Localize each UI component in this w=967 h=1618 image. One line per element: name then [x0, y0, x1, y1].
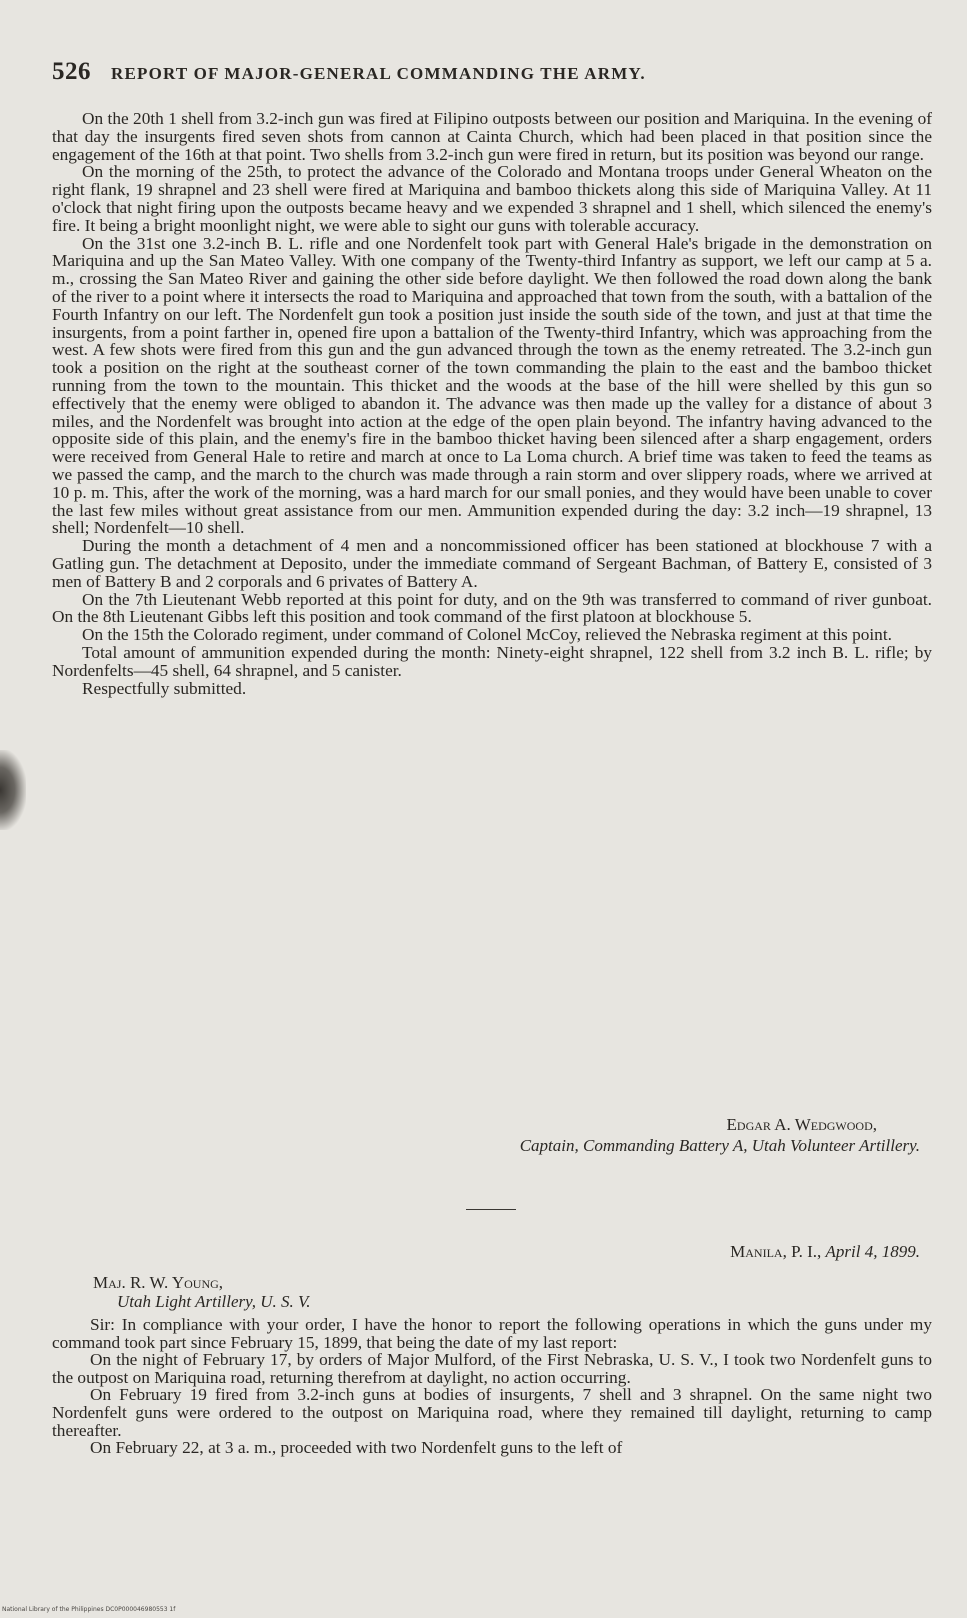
paragraph: On the 7th Lieutenant Webb reported at this point for duty, and on the 9th was transferred to command of river gunboat. On the 8th Lieutenant Gibbs left this position and took command of the first platoon at blockhouse 5. [52, 589, 932, 627]
running-title: REPORT OF MAJOR-GENERAL COMMANDING THE ARMY. [111, 64, 646, 83]
signature-name: Edgar A. Wedgwood, [726, 1115, 877, 1134]
signature-title: Captain, Commanding Battery A, Utah Volunteer Artillery. [519, 1136, 920, 1155]
letter-addressee [93, 1273, 310, 1311]
section-divider [466, 1209, 516, 1210]
page-number: 526 [52, 58, 91, 85]
paragraph: On the morning of the 25th, to protect the advance of the Colorado and Montana troops under General Wheaton on the right flank, 19 shrapnel and 23 shell were fired at Mariquina and bamboo thickets along this side of Mariquina Valley. At 11 o'clock that night firing upon the outposts became heavy and we expended 3 shrapnel and 1 shell, which silenced the enemy's fire. It being a bright moonlight night, we were able to sight our guns with tolerable accuracy. [52, 162, 932, 235]
scan-edge-shadow [0, 750, 26, 830]
paragraph: On February 22, at 3 a. m., proceeded with two Nordenfelt guns to the left of [90, 1438, 623, 1458]
paragraph: Sir: In compliance with your order, I have the honor to report the following operations in which the guns under my command took part since February 15, 1899, that being the date of my last report: [52, 1315, 932, 1352]
paragraph: On the 20th 1 shell from 3.2-inch gun was fired at Filipino outposts between our position and Mariquina. In the evening of that day the insurgents fired seven shots from cannon at Cainta Church, which had been placed in that position since the engagement of the 16th at that point. Two shells from 3.2-inch gun were fired in return, but its position was beyond our range. [52, 109, 932, 164]
closing-line: Respectfully submitted. [82, 678, 247, 698]
letter-dateline [52, 1242, 932, 1262]
addressee-unit: Utah Light Artillery, U. S. V. [117, 1292, 311, 1311]
report-body [52, 110, 932, 697]
paragraph: On the 15th the Colorado regiment, under command of Colonel McCoy, relieved the Nebraska regiment at this point. [82, 625, 892, 645]
paragraph: Total amount of ammunition expended during the month: Ninety-eight shrapnel, 122 shell from 3.2 inch B. L. rifle; by Nordenfelts—45 shell, 64 shrapnel, and 5 canister. [52, 642, 932, 680]
paragraph: On February 19 fired from 3.2-inch guns at bodies of insurgents, 7 shell and 3 shrapnel. On the same night two Nordenfelt guns were ordered to the outpost on Mariquina road, where they remained till daylight, returning to camp thereafter. [52, 1385, 932, 1440]
letter-place: Manila, P. I., [730, 1242, 822, 1261]
paragraph: On the 31st one 3.2-inch B. L. rifle and one Nordenfelt took part with General Hale's brigade in the demonstration on Mariquina and up the San Mateo Valley. With one company of the Twenty-third Infantry as support, we left our camp at 5 a. m., crossing the San Mateo River and gaining the other side before daylight. We then followed the road down along the bank of the river to a point where it intersects the road to Mariquina and approached that town from the south, with a battalion of the Fourth Infantry on our left. The Nordenfelt gun took a position just inside the south side of the town, and just at that time the insurgents, from a point farther in, opened fire upon a battalion of the Twenty-third Infantry, which was approaching from the west. A few shots were fired from this gun and the gun advanced through the town as the enemy retreated. The 3.2-inch gun took a position on the right at the southeast corner of the town commanding the plain to the east and the bamboo thicket running from the town to the mountain. This thicket and the woods at the base of the hill were shelled by this gun so effectively that the enemy were obliged to abandon it. The advance was then made up the valley for a distance of about 3 miles, and the Nordenfelt was brought into action at the edge of the open plain beyond. The infantry having advanced to the opposite side of this plain, and the enemy's fire in the bamboo thicket having been silenced after a sharp engagement, orders were received from General Hale to retire and march at once to La Loma church. A brief time was taken to feed the teams as we passed the camp, and the march to the church was made through a rain storm and over slippery roads, where we arrived at 10 p. m. This, after the work of the morning, was a hard march for our small ponies, and they would have been unable to cover the last few miles without great assistance from our men. Ammunition expended during the day: 3.2 inch—19 shrapnel, 13 shell; Nordenfelt—10 shell. [52, 233, 932, 538]
letter-date: April 4, 1899. [825, 1242, 920, 1261]
letter-body [52, 1316, 932, 1457]
paragraph: On the night of February 17, by orders of Major Mulford, of the First Nebraska, U. S. V., I took two Nordenfelt guns to the outpost on Mariquina road, returning therefrom at daylight, no action occurring. [52, 1350, 932, 1387]
paragraph: During the month a detachment of 4 men and a noncommissioned officer has been stationed at blockhouse 7 with a Gatling gun. The detachment at Deposito, under the immediate command of Sergeant Bachman, of Battery E, consisted of 3 men of Battery B and 2 corporals and 6 privates of Battery A. [52, 536, 932, 591]
addressee-name: Maj. R. W. Young, [93, 1273, 224, 1292]
page-header [52, 58, 932, 88]
scan-footer: National Library of the Philippines DC0P000046980553 1f [2, 1606, 176, 1613]
